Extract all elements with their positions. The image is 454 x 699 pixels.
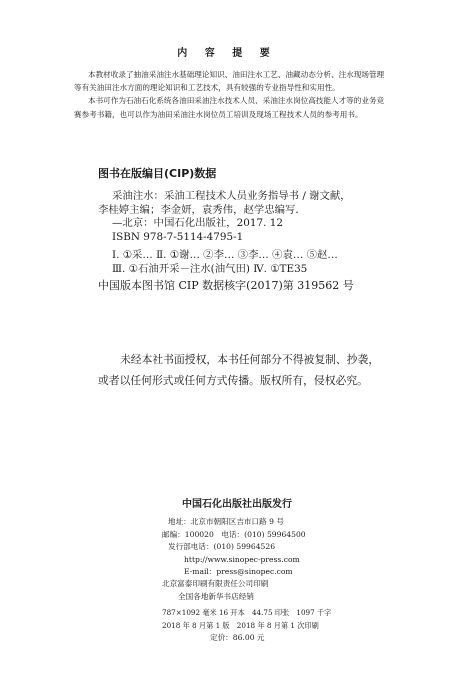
publisher-name: 中国石化出版社出版发行 xyxy=(182,499,292,510)
publisher-sales-phone: 发行部电话：(010) 59964526 xyxy=(168,542,276,552)
publisher-email: E-mail：press@sinopec.com xyxy=(184,567,293,577)
rights-notice: 未经本社书面授权，本书任何部分不得被复制、抄袭，或者以任何形式或任何方式传播。版权所有，侵权必究。 xyxy=(98,353,380,387)
cip-line-6: Ⅲ. ①石油开采－注水(油气田) Ⅳ. ①TE35 xyxy=(112,262,308,275)
summary-paragraph-2: 本书可作为石油石化系统各油田采油注水技术人员、采油注水岗位高技能人才等的业务竞赛参考书籍，也可以作为油田采油注水岗位员工培训及现场工程技术人员的参考用书。 xyxy=(74,96,385,119)
distributor-line: 全国各地新华书店经销 xyxy=(178,591,254,601)
book-specs: 787×1092 毫米 16 开本 44.75 印张 1097 千字 xyxy=(162,608,332,618)
summary-paragraph-1: 本教材收录了抽油采油注水基础理论知识、油田注水工艺、油藏动态分析、注水现场管理等有关油田注水方面的理论知识和工艺技术，具有较强的专业指导性和实用性。 xyxy=(74,70,385,93)
publisher-postcode-phone: 邮编：100020 电话：(010) 59964500 xyxy=(162,529,306,539)
price-line: 定价：86.00 元 xyxy=(210,633,265,643)
cip-csh-line: 中国版本图书馆 CIP 数据核字(2017)第 319562 号 xyxy=(98,279,354,292)
publisher-block xyxy=(162,499,331,644)
publisher-website: http://www.sinopec-press.com xyxy=(184,554,300,564)
cip-line-2: 李桂婷主编；李金妍，袁秀伟，赵学忠编写． xyxy=(98,203,306,216)
publisher-address: 地址：北京市朝阳区吉市口路 9 号 xyxy=(168,517,284,527)
rights-notice-block xyxy=(98,349,388,391)
cip-title: 图书在版编目(CIP)数据 xyxy=(98,167,217,180)
summary-section xyxy=(74,68,390,121)
printer-line: 北京富泰印刷有限责任公司印刷 xyxy=(162,579,269,589)
cip-line-1: 采油注水：采油工程技术人员业务指导书 / 谢文献， xyxy=(112,190,351,202)
cip-line-3: —北京：中国石化出版社，2017. 12 xyxy=(112,217,283,230)
cip-line-5: Ⅰ. ①采… Ⅱ. ①谢… ②李… ③李… ④袁… ⑤赵… xyxy=(112,249,338,262)
summary-heading: 内 容 提 要 xyxy=(177,48,277,59)
edition-line: 2018 年 8 月第 1 版 2018 年 8 月第 1 次印刷 xyxy=(162,620,319,630)
cip-line-4: ISBN 978-7-5114-4795-1 xyxy=(112,230,244,243)
cip-block xyxy=(98,190,351,277)
